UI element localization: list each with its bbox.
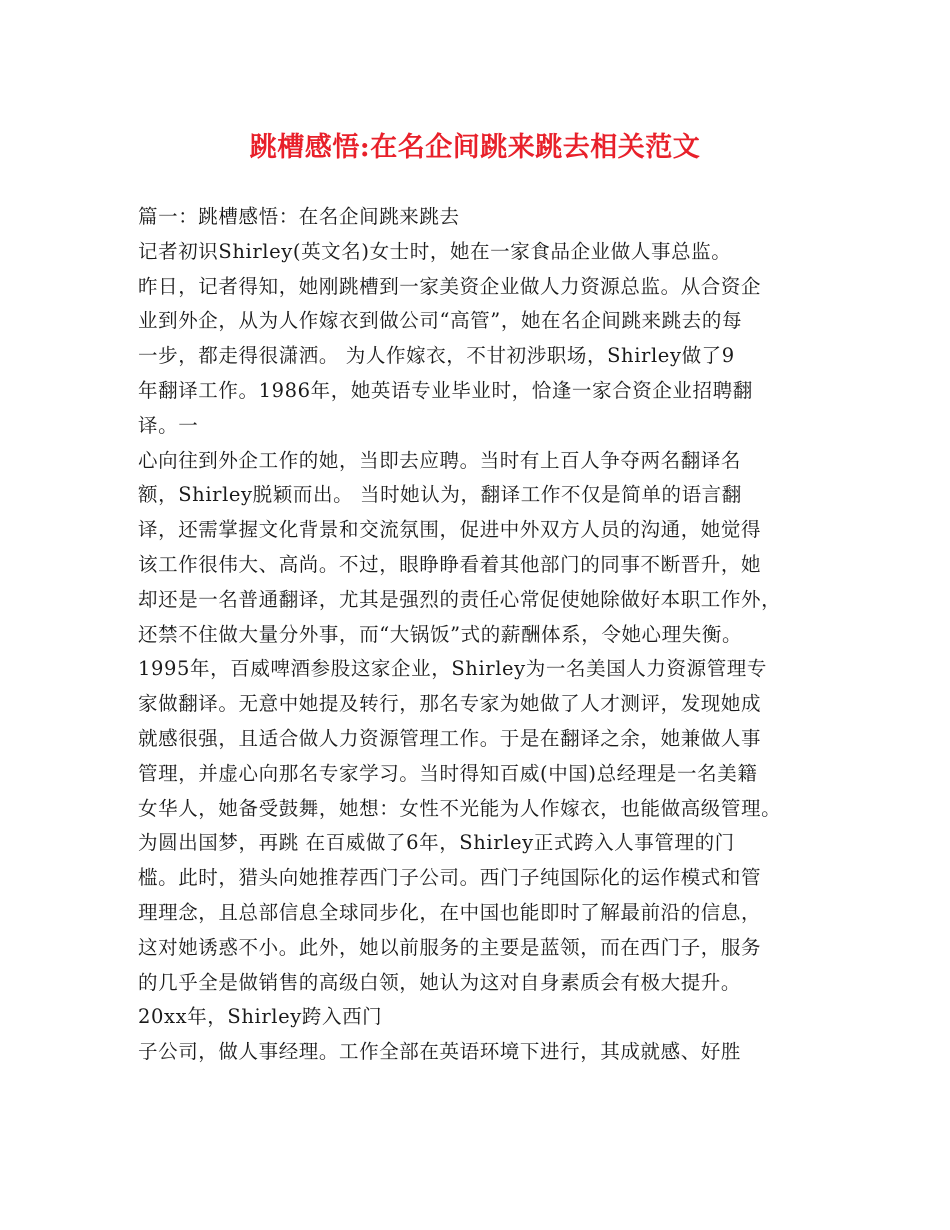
body-line: 译。一	[138, 413, 199, 437]
body-line: 的几乎全是做销售的高级白领，她认为这对自身素质会有极大提升。	[138, 970, 742, 994]
body-line: 篇一：跳槽感悟：在名企间跳来跳去	[138, 205, 460, 228]
document-title: 跳槽感悟:在名企间跳来跳去相关范文	[249, 132, 701, 163]
body-line: 年翻译工作。1986年，她英语专业毕业时，恰逢一家合资企业招聘翻	[138, 378, 753, 402]
body-line: 1995年，百威啤酒参股这家企业，Shirley为一名美国人力资源管理专	[138, 657, 767, 681]
body-line: 槛。此时，猎头向她推荐西门子公司。西门子纯国际化的运作模式和管	[138, 866, 762, 890]
body-line: 子公司，做人事经理。工作全部在英语环境下进行，其成就感、好胜	[138, 1040, 742, 1064]
body-line: 管理，并虚心向那名专家学习。当时得知百威(中国)总经理是一名美籍	[138, 761, 758, 785]
body-line: 还禁不住做大量分外事，而“大锅饭”式的薪酬体系，令她心理失衡。	[138, 622, 743, 646]
body-line: 20xx年，Shirley跨入西门	[138, 1005, 383, 1029]
body-line: 业到外企，从为人作嫁衣到做公司“高管”，她在名企间跳来跳去的每	[138, 309, 743, 333]
body-line: 额，Shirley脱颖而出。 当时她认为，翻译工作不仅是简单的语言翻	[138, 483, 742, 507]
body-line: 该工作很伟大、高尚。不过，眼睁睁看着其他部门的同事不断晋升，她	[138, 552, 762, 576]
body-line: 记者初识Shirley(英文名)女士时，她在一家食品企业做人事总监。	[138, 239, 732, 263]
body-line: 昨日，记者得知，她刚跳槽到一家美资企业做人力资源总监。从合资企	[138, 274, 762, 298]
body-line: 这对她诱惑不小。此外，她以前服务的主要是蓝领，而在西门子，服务	[138, 935, 762, 959]
body-line: 理理念，且总部信息全球同步化，在中国也能即时了解最前沿的信息，	[138, 900, 762, 924]
body-line: 就感很强，且适合做人力资源管理工作。于是在翻译之余，她兼做人事	[138, 726, 762, 750]
body-line: 为圆出国梦，再跳 在百威做了6年，Shirley正式跨入人事管理的门	[138, 831, 735, 855]
body-line: 译，还需掌握文化背景和交流氛围，促进中外双方人员的沟通，她觉得	[138, 518, 762, 542]
body-line: 家做翻译。无意中她提及转行，那名专家为她做了人才测评，发现她成	[138, 692, 762, 716]
body-line: 却还是一名普通翻译，尤其是强烈的责任心常促使她除做好本职工作外，	[138, 587, 782, 611]
body-line: 一步，都走得很潇洒。 为人作嫁衣，不甘初涉职场，Shirley做了9	[138, 344, 735, 368]
body-line: 女华人，她备受鼓舞，她想：女性不光能为人作嫁衣，也能做高级管理。	[138, 796, 782, 820]
document-body	[138, 200, 828, 1070]
body-line: 心向往到外企工作的她，当即去应聘。当时有上百人争夺两名翻译名	[138, 448, 742, 472]
